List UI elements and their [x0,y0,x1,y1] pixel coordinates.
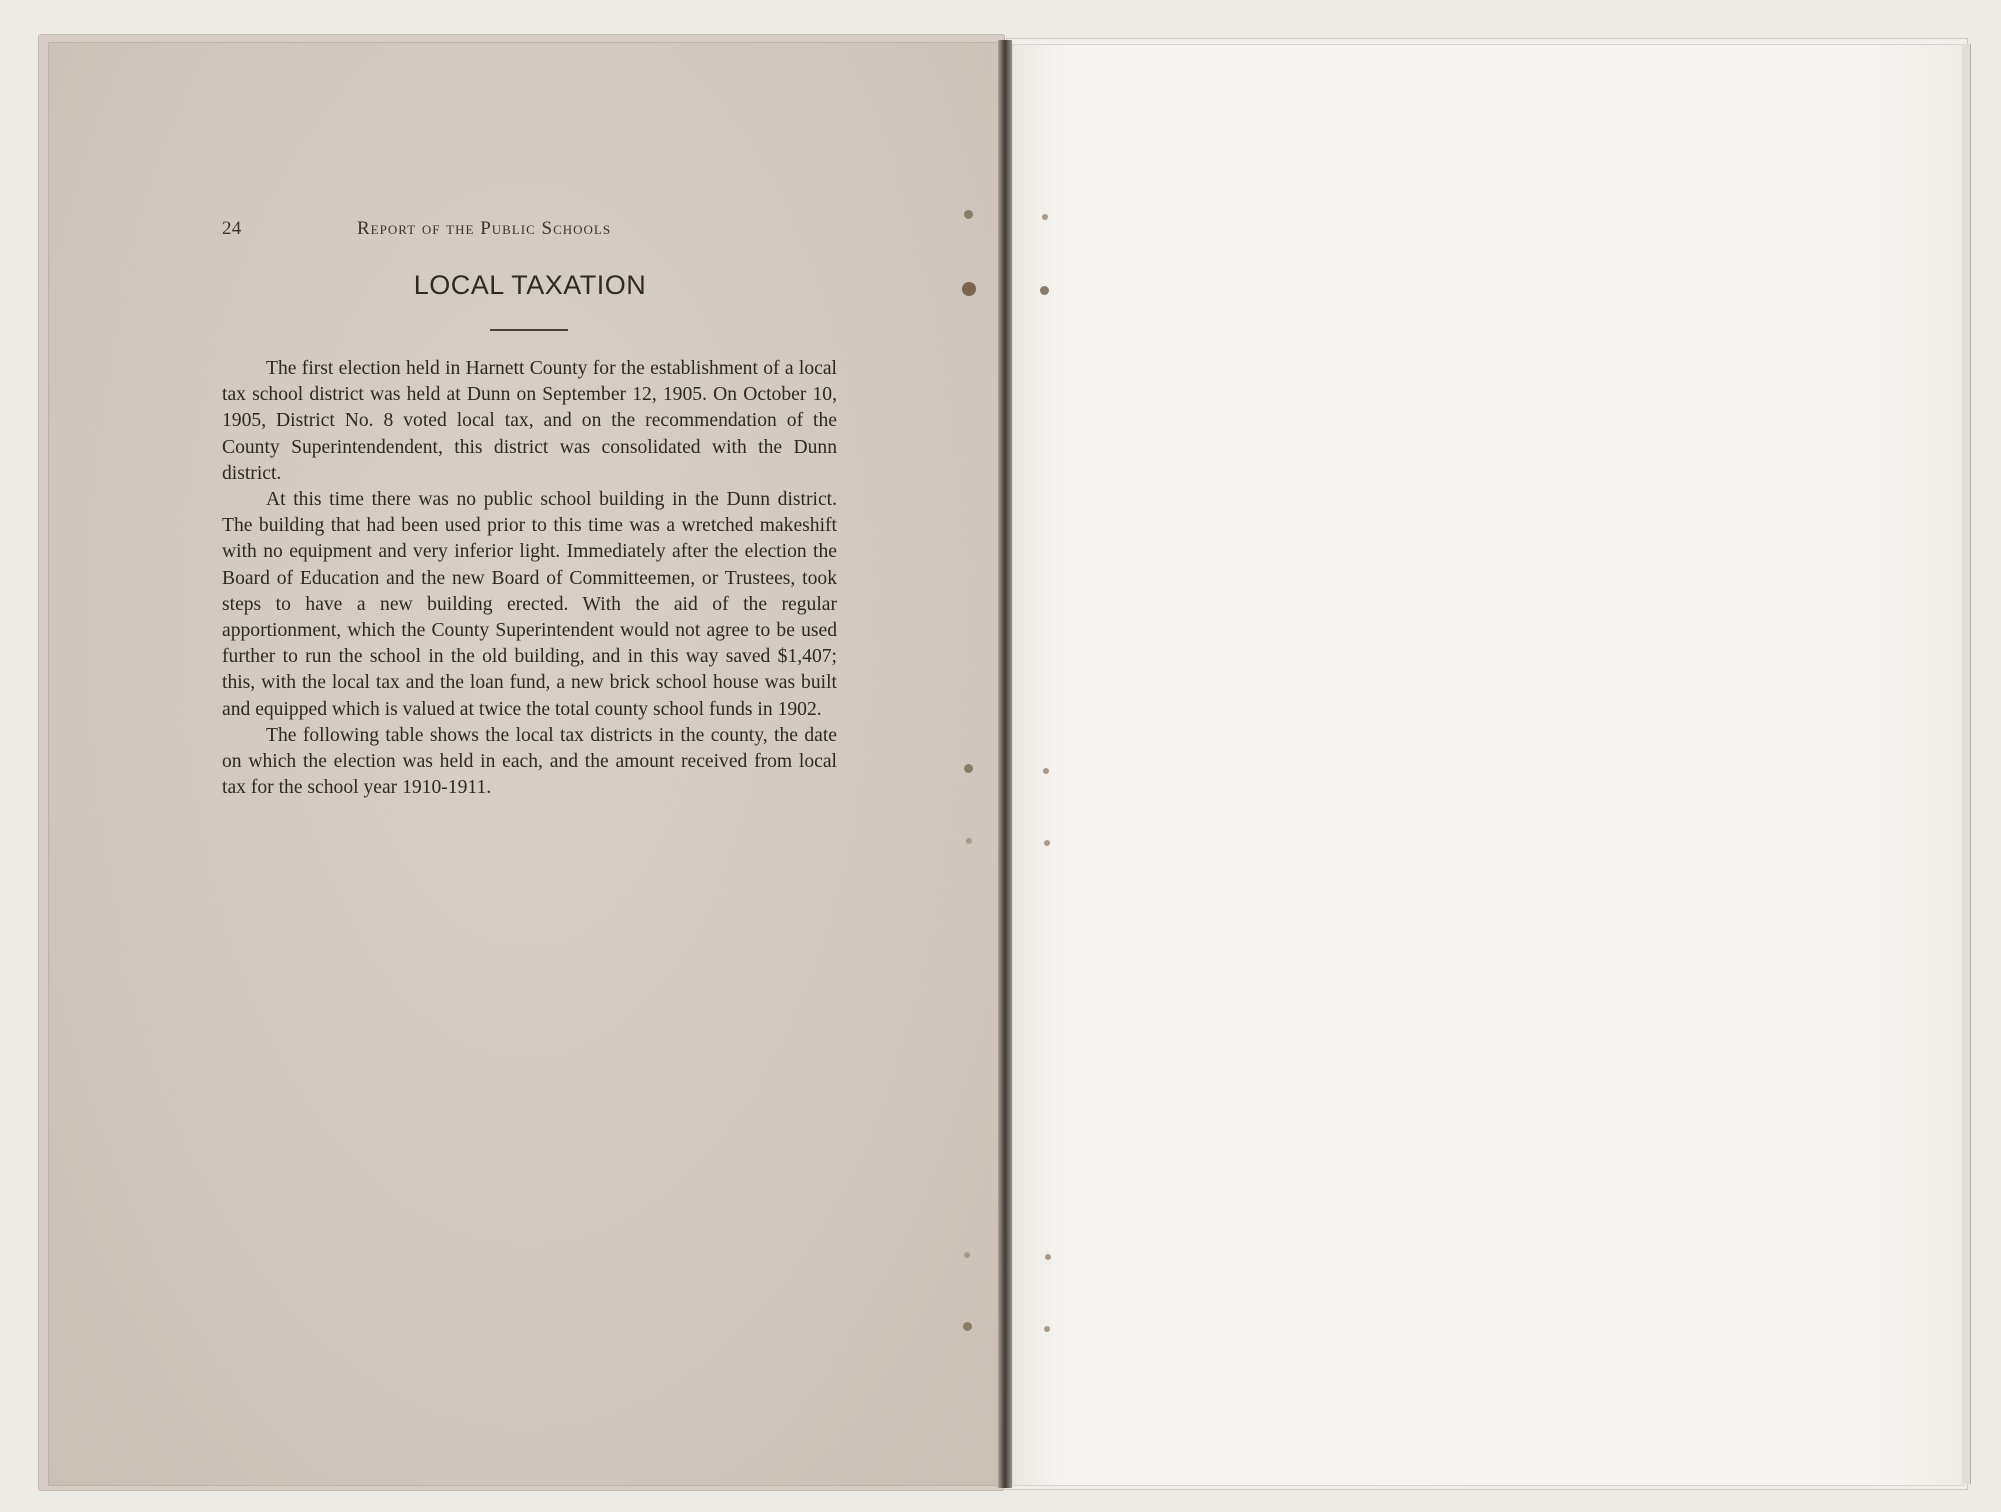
binding-hole [1042,214,1048,220]
binding-hole [964,1252,970,1258]
book-gutter [998,40,1012,1488]
binding-hole [1044,1326,1050,1332]
page-number: 24 [222,218,242,239]
binding-hole [966,838,972,844]
running-head-title: Report of the Public Schools [357,218,612,239]
binding-hole [964,210,973,219]
right-page-edge [1962,44,1971,1484]
binding-hole [964,764,973,773]
right-page-blank [1012,44,1964,1486]
body-text [222,356,837,801]
paragraph: The first election held in Harnett County for the establishment of a local tax school district was held at Dunn on September 12, 1905. On October 10, 1905, District No. 8 voted local tax, and on the recommendation of the County Superintendendent, this district was consolidated with the Dunn district. [222,358,837,484]
binding-hole [962,282,976,296]
binding-hole [1040,286,1049,295]
binding-hole [963,1322,972,1331]
paragraph: The following table shows the local tax districts in the county, the date on which the election was held in each, and the amount received from local tax for the school year 1910-1911. [222,724,837,799]
section-title: LOCAL TAXATION [413,270,647,300]
binding-hole [1044,840,1050,846]
paragraph: At this time there was no public school building in the Dunn district. The building that had been used prior to this time was a wretched makeshift with no equipment and very inferior light. Immediately after the election the Board of Education and the new Board of Committeemen, or Trustees, took steps to have a new building erected. With the aid of the regular apportionment, which the County Superintendent would not agree to be used further to run the school in the old building, and in this way saved $1,407; this, with the local tax and the loan fund, a new brick school house was built and equipped which is valued at twice the total county school funds in 1902. [222,489,837,720]
title-rule [490,329,568,331]
binding-hole [1043,768,1049,774]
binding-hole [1045,1254,1051,1260]
